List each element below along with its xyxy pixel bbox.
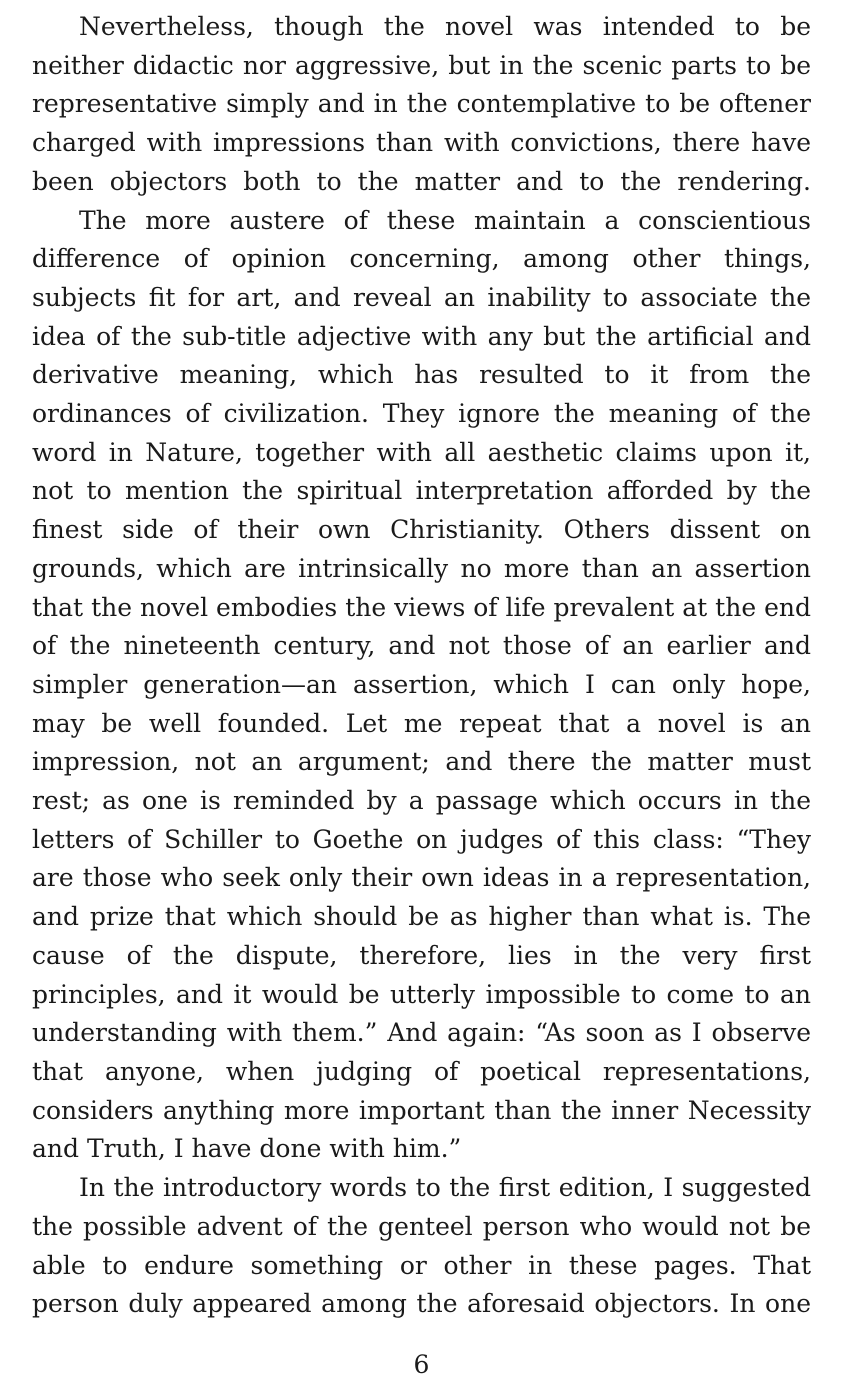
- paragraph-3: In the introductory words to the first edition, I suggested the possible advent of the genteel person who would not be able to endure something or other in these pages. That person duly appeared among the aforesaid objectors. In one: [32, 1173, 811, 1319]
- page-body: [32, 8, 811, 1324]
- page-number: 6: [413, 1350, 430, 1379]
- paragraph-2: The more austere of these maintain a conscientious difference of opinion concerning, among other things, subjects fit for art, and reveal an inability to associate the idea of the sub-title adjective with any but the artificial and derivative meaning, which has resulted to it from the ordinances of civilization. They ignore the meaning of the word in Nature, together with all aesthetic claims upon it, not to mention the spiritual interpretation afforded by the finest side of their own Christianity. Others dissent on grounds, which are intrinsically no more than an assertion that the novel embodies the views of life prevalent at the end of the nineteenth century, and not those of an earlier and simpler generation—an assertion, which I can only hope, may be well founded. Let me repeat that a novel is an impression, not an argument; and there the matter must rest; as one is reminded by a passage which occurs in the letters of Schiller to Goethe on judges of this class: “They are those who seek only their own ideas in a representation, and prize that which should be as higher than what is. The cause of the dispute, therefore, lies in the very first principles, and it would be utterly impossible to come to an understanding with them.” And again: “As soon as I observe that anyone, when judging of poetical representations, considers anything more important than the inner Necessity and Truth, I have done with him.”: [32, 205, 811, 1164]
- paragraph-1: Nevertheless, though the novel was intended to be neither didactic nor aggressive, but in the scenic parts to be representative simply and in the contemplative to be oftener charged with impressions than with convictions, there have been objectors both to the matter and to the rendering.: [32, 12, 811, 196]
